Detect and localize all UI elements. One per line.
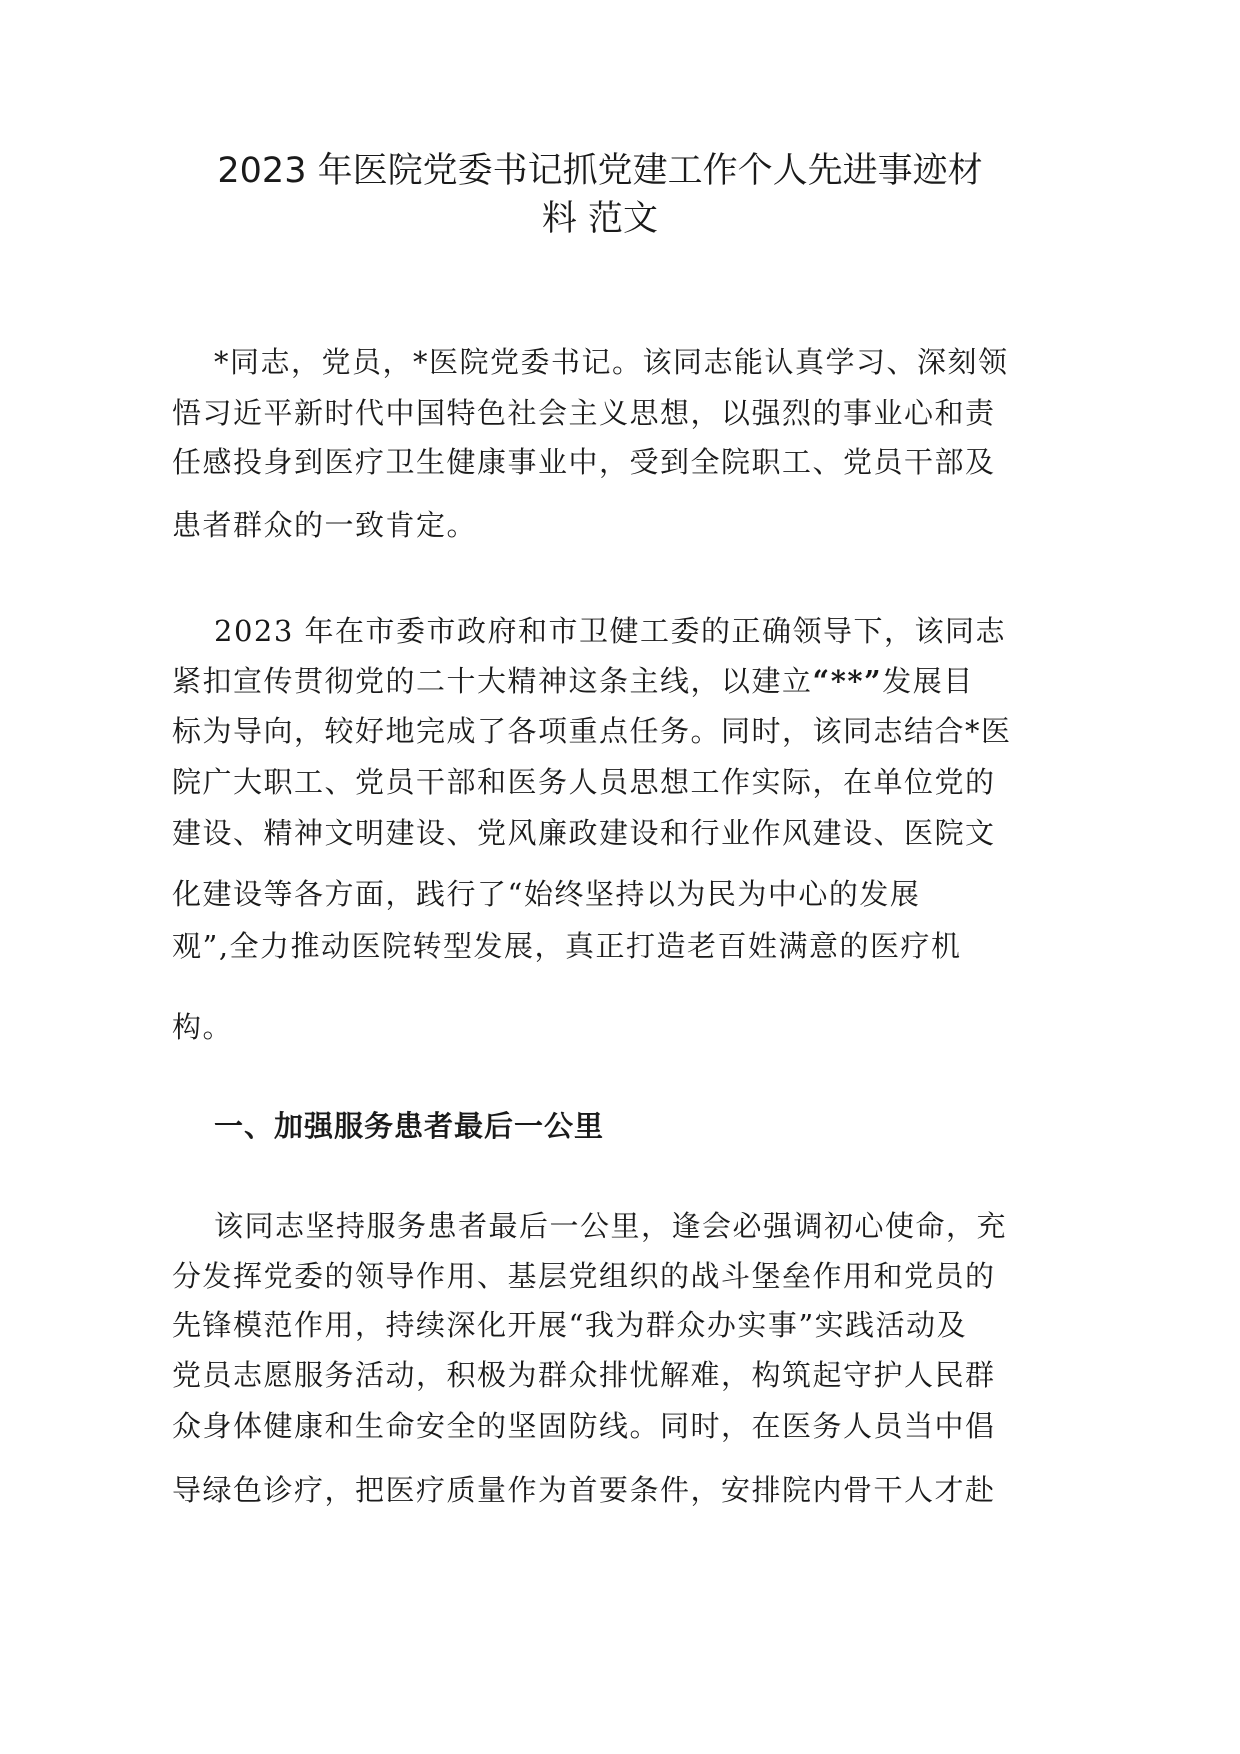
paragraph-2-text: 紧扣宣传贯彻党的二十大精神这条主线，以建立 — [172, 664, 813, 698]
paragraph-3-line: 导绿色诊疗，把医疗质量作为首要条件，安排院内骨干人才赴 — [172, 1473, 996, 1507]
paragraph-3-line: 该同志坚持服务患者最后一公里，逢会必强调初心使命，充 — [214, 1209, 1008, 1243]
document-title-line-2: 料 范文 — [541, 199, 659, 239]
paragraph-2-line — [172, 659, 974, 700]
paragraph-3-line: 众身体健康和生命安全的坚固防线。同时，在医务人员当中倡 — [172, 1409, 996, 1443]
paragraph-3-line: 党员志愿服务活动，积极为群众排忧解难，构筑起守护人民群 — [172, 1358, 996, 1392]
paragraph-2-line: 建设、精神文明建设、党风廉政建设和行业作风建设、医院文 — [172, 816, 996, 850]
paragraph-2-line: 构。 — [172, 1010, 234, 1044]
bold-placeholder: “**” — [812, 664, 883, 698]
paragraph-2-line: 化建设等各方面，践行了“始终坚持以为民为中心的发展 — [172, 877, 921, 911]
paragraph-2-line: 2023 年在市委市政府和市卫健工委的正确领导下，该同志 — [214, 614, 1007, 648]
paragraph-1-line: 患者群众的一致肯定。 — [172, 508, 478, 542]
paragraph-1-line: 悟习近平新时代中国特色社会主义思想，以强烈的事业心和责 — [172, 396, 996, 430]
paragraph-3-line: 先锋模范作用，持续深化开展“我为群众办实事”实践活动及 — [172, 1308, 968, 1342]
document-title-line-1: 2023 年医院党委书记抓党建工作个人先进事迹材 — [217, 151, 983, 191]
paragraph-3-line: 分发挥党委的领导作用、基层党组织的战斗堡垒作用和党员的 — [172, 1259, 996, 1293]
paragraph-1-line: *同志，党员，*医院党委书记。该同志能认真学习、深刻领 — [214, 345, 1009, 379]
paragraph-2-line: 观”,全力推动医院转型发展，真正打造老百姓满意的医疗机 — [172, 929, 962, 963]
paragraph-2-text: 发展目 — [882, 664, 974, 698]
paragraph-2-line: 院广大职工、党员干部和医务人员思想工作实际，在单位党的 — [172, 765, 996, 799]
section-heading: 一、加强服务患者最后一公里 — [214, 1109, 605, 1143]
paragraph-2-line: 标为导向，较好地完成了各项重点任务。同时，该同志结合*医 — [172, 714, 1012, 748]
paragraph-1-line: 任感投身到医疗卫生健康事业中，受到全院职工、党员干部及 — [172, 445, 996, 479]
